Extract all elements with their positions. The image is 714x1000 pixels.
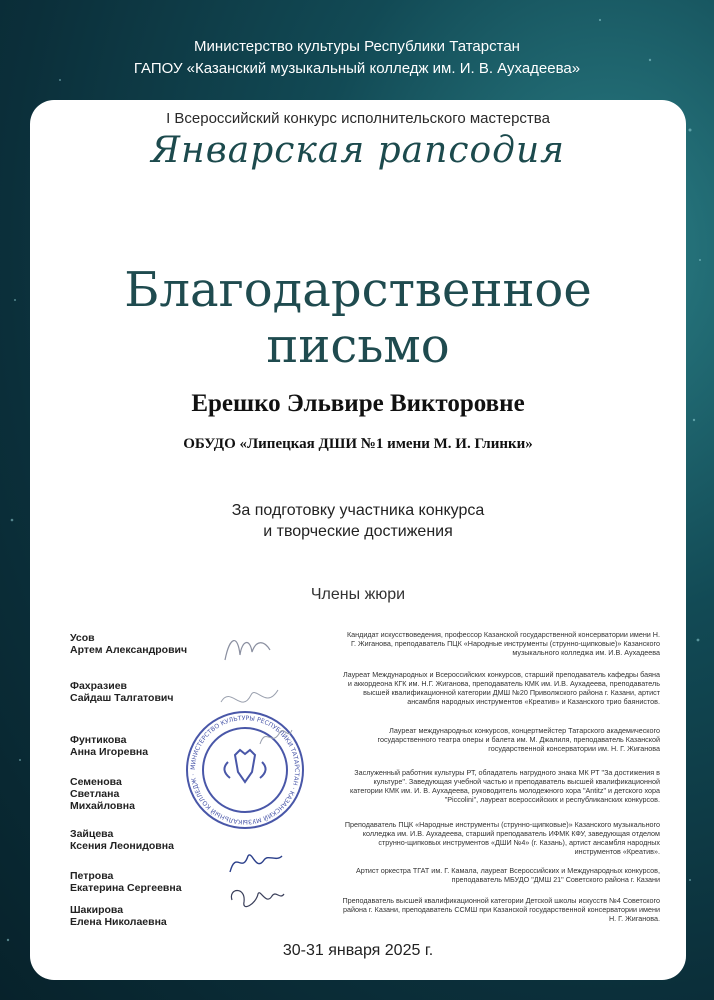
jury-member-desc: Кандидат искусствоведения, профессор Казанской государственной консерватории имени Н. Г. Жиганова, преподаватель ПЦК «Народные инструменты (струнно-щипковые)» Казанского музыкального колледжа им. И.В. Аухадеева [346, 630, 660, 657]
jury-member-desc: Заслуженный работник культуры РТ, обладатель нагрудного знака МК РТ "За достижения в культуре". Заведующая учебной частью и преподаватель высшей квалификационной категории КМК им. И. В. Аухадеева, руководитель молодежного хора "Antitz" и детского хора "Piccolini", лауреат всероссийских и республиканских конкурсов. [349, 768, 660, 804]
ministry-name: Министерство культуры Республики Татарстан [194, 38, 520, 55]
ministry-header [0, 36, 714, 80]
reason-line2: и творческие достижения [263, 523, 453, 540]
jury-member-name: Петрова Екатерина Сергеевна [70, 870, 182, 894]
jury-member-name: Зайцева Ксения Леонидовна [70, 828, 174, 852]
jury-member-desc: Преподаватель высшей квалификационной категории Детской школы искусств №4 Советского района г. Казани, преподаватель ССМШ при Казанской государственной консерватории имени Н. Г. Жиганова. [342, 896, 660, 923]
certificate-card [30, 100, 686, 980]
jury-member-desc: Преподаватель ПЦК «Народные инструменты (струнно-щипковые)» Казанского музыкального колледжа им. И.В. Аухадеева, старший преподаватель ИФМК КФУ, заведующая отделом струнно-щипковых инструментов «ДШИ №4» (г. Казань), артист ансамбля народных инструментов «Креатив». [344, 820, 660, 856]
jury-member-name: Фунтикова Анна Игоревна [70, 734, 149, 758]
reason-line1: За подготовку участника конкурса [231, 502, 485, 519]
jury-member-name: Семенова Светлана Михайловна [70, 776, 135, 812]
recipient-name: Ерешко Эльвире Викторовне [191, 390, 525, 417]
jury-member-desc: Лауреат международных конкурсов, концертмейстер Татарского академического государственного театра оперы и балета им. М. Джалиля, преподаватель Казанской государственной консерватории им. Н. Г. Жиганова [377, 726, 660, 753]
letter-title [30, 262, 686, 374]
recipient-organization: ОБУДО «Липецкая ДШИ №1 имени М. И. Глинки» [183, 436, 533, 452]
jury-member-name: Усов Артем Александрович [70, 632, 188, 656]
competition-title: I Всероссийский конкурс исполнительского мастерства [166, 110, 550, 127]
jury-member-desc: Лауреат Международных и Всероссийских конкурсов, старший преподаватель кафедры баяна и аккордеона КГК им. Н.Г. Жиганова, преподаватель КМК им. И.В. Аухадеева, преподаватель высшей квалификационной категории ДМШ №20 Приволжского района г. Казани, артист ансамбля народных инструментов «Креатив» и Казанского трио баянистов. [342, 670, 660, 706]
signature-usov [220, 630, 280, 670]
letter-title-line2: письмо [266, 318, 450, 374]
stamp-text: МИНИСТЕРСТВО КУЛЬТУРЫ РЕСПУБЛИКИ ТАТАРСТАН · КАЗАНСКИЙ МУЗЫКАЛЬНЫЙ КОЛЛЕДЖ · [189, 714, 301, 826]
letter-title-line1: Благодарственное [124, 262, 592, 318]
college-name: ГАПОУ «Казанский музыкальный колледж им. И. В. Аухадеева» [133, 60, 581, 77]
competition-name: Январская рапсодия [150, 130, 566, 171]
event-date: 30-31 января 2025 г. [282, 942, 434, 959]
jury-member-desc: Артист оркестра ТГАТ им. Г. Камала, лауреат Всероссийских и Международных конкурсов, преподаватель МБУДО "ДМШ 21" Советского района г. Казани [355, 866, 660, 884]
signature-shakirova [226, 884, 286, 916]
signature-petrova [226, 848, 286, 878]
signature-fakhraziev [216, 680, 286, 720]
jury-member-name: Шакирова Елена Николаевна [70, 904, 167, 928]
jury-member-name: Фахразиев Сайдаш Талгатович [70, 680, 174, 704]
award-reason [30, 500, 686, 542]
signature-funtikova [256, 722, 296, 752]
jury-title: Члены жюри [310, 586, 406, 603]
